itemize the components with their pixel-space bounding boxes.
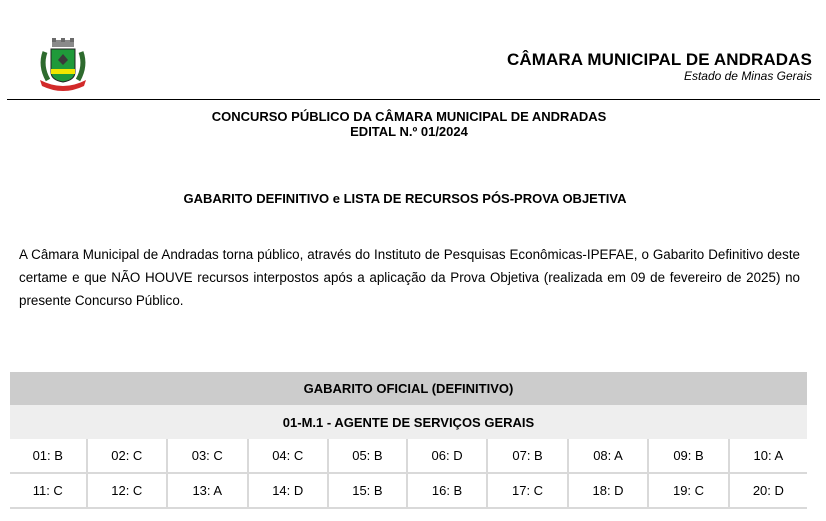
answer-row (10, 439, 807, 473)
document-title-line1: CONCURSO PÚBLICO DA CÂMARA MUNICIPAL DE ANDRADAS (211, 109, 607, 124)
document-title (0, 109, 826, 139)
document-title-line2: EDITAL N.º 01/2024 (350, 124, 468, 139)
answer-cell: 07: B (487, 439, 567, 473)
position-row (10, 405, 807, 439)
institution-subtitle: Estado de Minas Gerais (683, 69, 812, 83)
answer-cell: 19: C (648, 473, 728, 508)
answer-key-title: GABARITO OFICIAL (DEFINITIVO) (10, 372, 807, 405)
answer-cell: 11: C (10, 473, 87, 508)
header-divider (7, 99, 820, 100)
answer-cell: 17: C (487, 473, 567, 508)
answer-cell: 04: C (248, 439, 328, 473)
answer-cell: 13: A (167, 473, 247, 508)
institution-title: CÂMARA MUNICIPAL DE ANDRADAS (506, 50, 812, 69)
answer-cell: 18: D (568, 473, 648, 508)
answer-cell: 10: A (729, 439, 807, 473)
answer-cell: 02: C (87, 439, 167, 473)
answer-cell: 12: C (87, 473, 167, 508)
section-title: GABARITO DEFINITIVO e LISTA DE RECURSOS PÓS-PROVA OBJETIVA (183, 191, 627, 206)
answer-cell: 09: B (648, 439, 728, 473)
answer-cell: 14: D (248, 473, 328, 508)
answer-cell: 15: B (328, 473, 407, 508)
answer-cell: 08: A (568, 439, 648, 473)
answer-cell: 05: B (328, 439, 407, 473)
answer-cell: 20: D (729, 473, 807, 508)
answer-key-title-row (10, 372, 807, 405)
answer-cell: 01: B (10, 439, 87, 473)
answer-cell: 03: C (167, 439, 247, 473)
answer-cell: 16: B (407, 473, 487, 508)
position-title: 01-M.1 - AGENTE DE SERVIÇOS GERAIS (10, 405, 807, 439)
announcement-paragraph: A Câmara Municipal de Andradas torna público, através do Instituto de Pesquisas Econômicas-IPEFAE, o Gabarito Definitivo deste certame e que NÃO HOUVE recursos interpostos após a aplicação da Prova Objetiva (realizada em 09 de fevereiro de 2025) no presente Concurso Público. (19, 247, 800, 308)
answer-row (10, 473, 807, 508)
answer-key-table (10, 372, 807, 509)
answer-cell: 06: D (407, 439, 487, 473)
coat-of-arms-logo (36, 38, 90, 94)
